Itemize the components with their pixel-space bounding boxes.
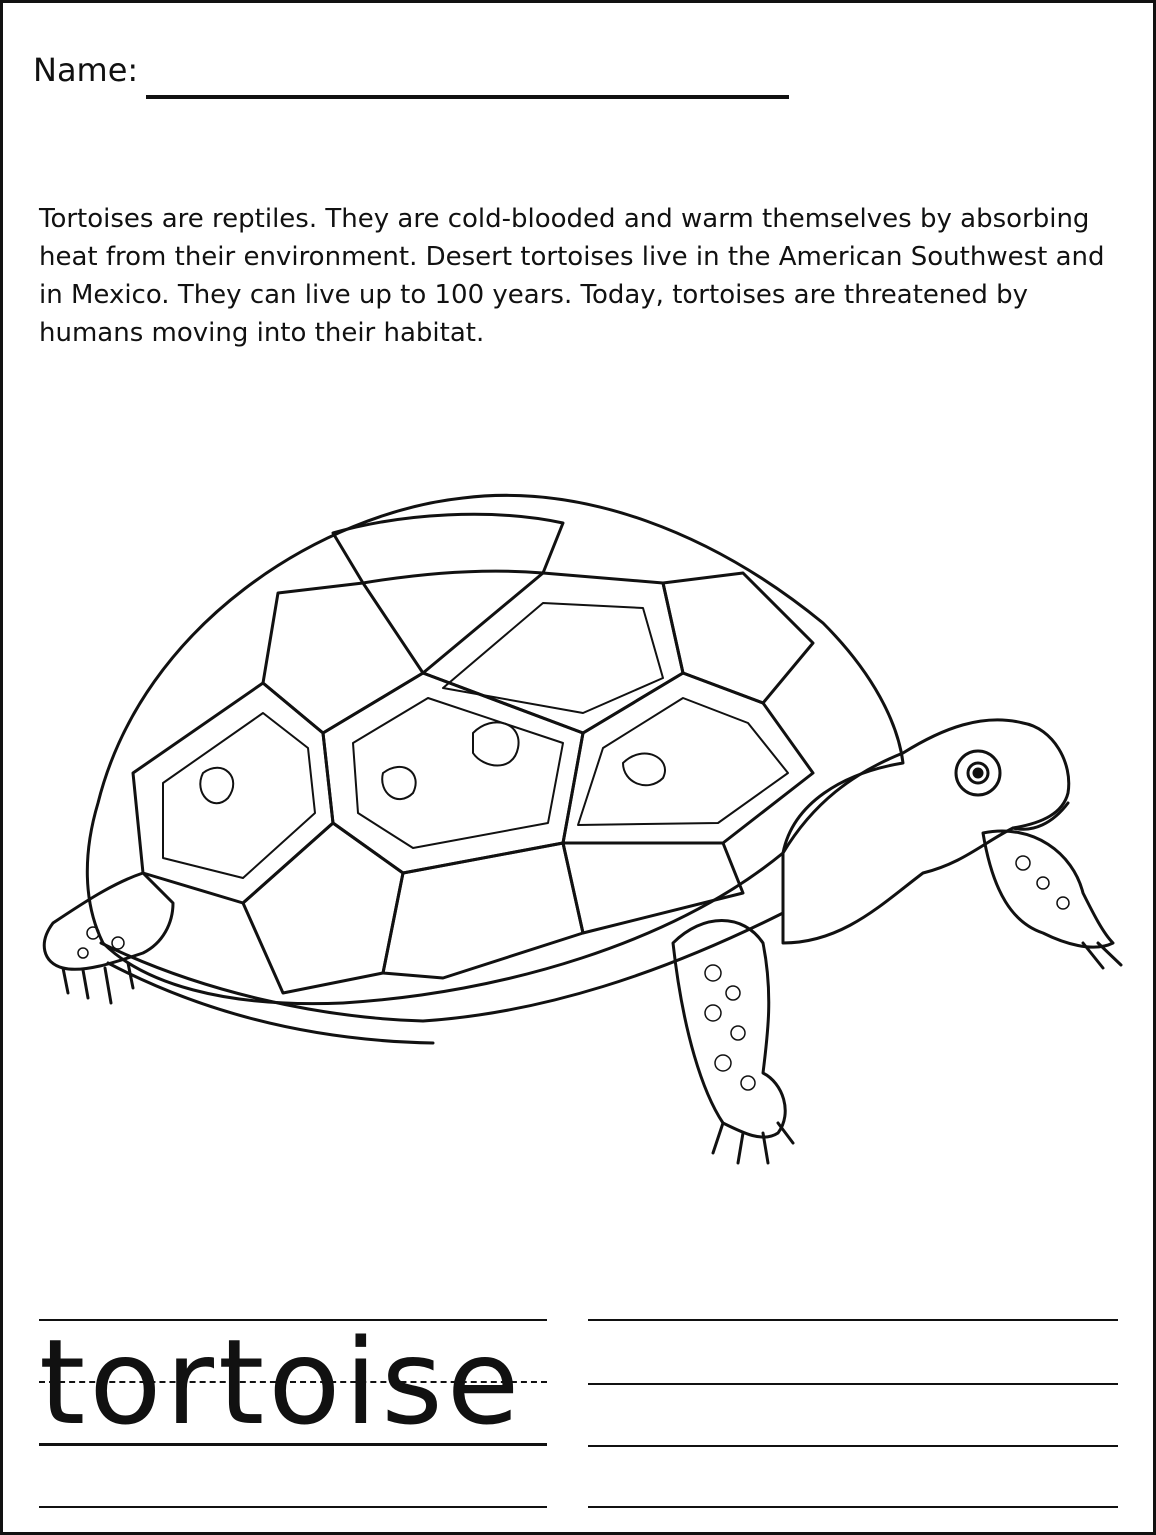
name-write-line[interactable] [146,95,789,99]
practice-line-base-right[interactable] [588,1445,1118,1447]
practice-line-bottom-left[interactable] [39,1506,547,1508]
tortoise-illustration [23,473,1133,1193]
practice-line-top-right[interactable] [588,1319,1118,1321]
practice-line-bottom-right[interactable] [588,1506,1118,1508]
name-label: Name: [33,51,139,89]
passage-text: Tortoises are reptiles. They are cold-blooded and warm themselves by absorbing heat from their environment. Desert tortoises live in the American Southwest and in Mexico. They can live up to 100 years. Today, tortoises are threatened by humans moving into their habitat. [39,204,1105,348]
practice-word: tortoise [39,1313,524,1451]
name-row [33,51,138,89]
practice-line-mid-right[interactable] [588,1383,1118,1385]
